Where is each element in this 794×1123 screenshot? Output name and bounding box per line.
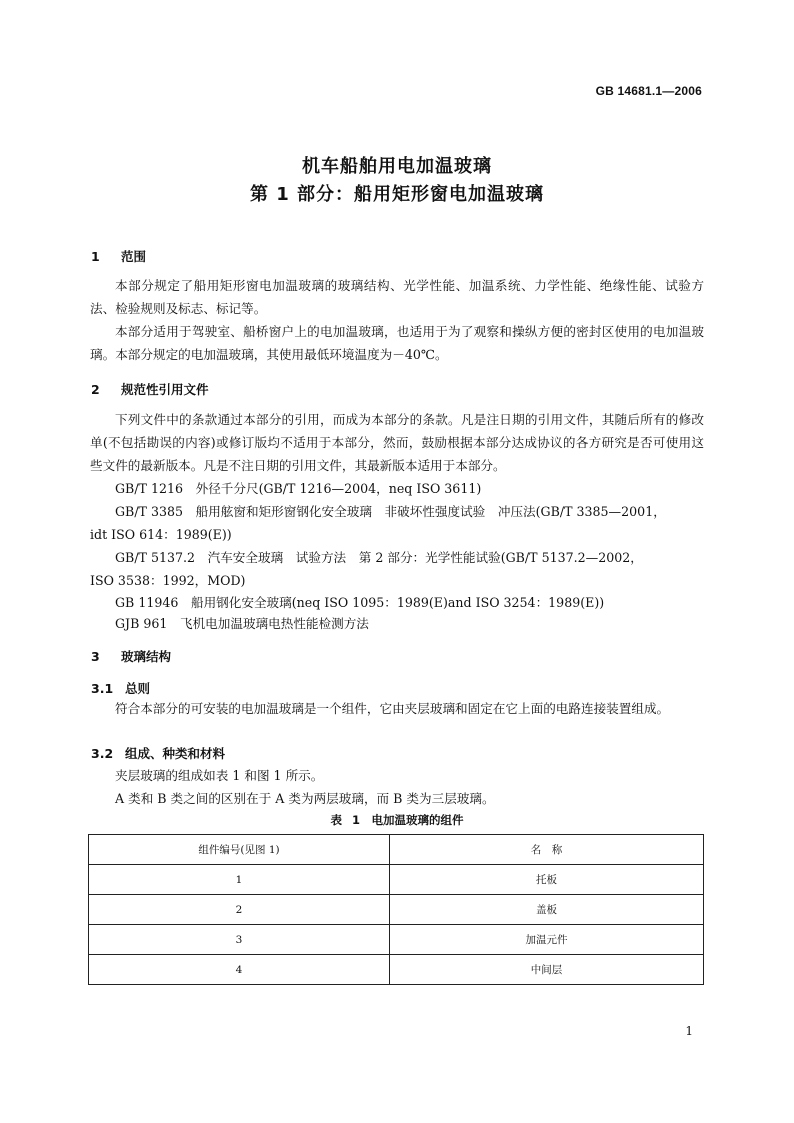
reference-item: GB/T 5137.2 汽车安全玻璃 试验方法 第 2 部分：光学性能试验(GB/T 5137.2—2002， bbox=[115, 550, 643, 565]
reference-item: GB/T 1216 外径千分尺(GB/T 1216—2004，neq ISO 3611) bbox=[115, 481, 482, 496]
section-3-1-paragraph: 符合本部分的可安装的电加温玻璃是一个组件，它由夹层玻璃和固定在它上面的电路连接装置组成。 bbox=[115, 701, 670, 716]
component-number-cell: 4 bbox=[89, 955, 390, 985]
component-name-cell: 中间层 bbox=[390, 955, 704, 985]
section-3-1-heading bbox=[91, 679, 150, 697]
reference-item: GB 11946 船用钢化安全玻璃(neq ISO 1095：1989(E)and ISO 3254：1989(E)) bbox=[115, 595, 605, 610]
table-caption: 表 1 电加温玻璃的组件 bbox=[330, 813, 464, 827]
document-subtitle: 第 1 部分：船用矩形窗电加温玻璃 bbox=[249, 184, 545, 205]
section-number: 1 bbox=[91, 249, 100, 264]
reference-item-continuation: idt ISO 614：1989(E)) bbox=[90, 527, 232, 542]
standard-code: GB 14681.1—2006 bbox=[595, 84, 702, 98]
table-header-row bbox=[89, 835, 704, 865]
section-title: 组成、种类和材料 bbox=[125, 746, 226, 761]
section-3-2-heading bbox=[91, 744, 225, 762]
components-table bbox=[88, 834, 704, 985]
component-number-cell: 2 bbox=[89, 895, 390, 925]
section-2-heading bbox=[91, 380, 209, 398]
section-1-paragraph-1: 本部分规定了船用矩形窗电加温玻璃的玻璃结构、光学性能、加温系统、力学性能、绝缘性能、试验方法、检验规则及标志、标记等。 bbox=[90, 278, 704, 316]
section-title: 范围 bbox=[121, 249, 147, 264]
reference-item-continuation: ISO 3538：1992，MOD) bbox=[90, 573, 246, 588]
page-number: 1 bbox=[685, 1024, 693, 1038]
section-1-heading bbox=[91, 247, 146, 265]
component-number-cell: 1 bbox=[89, 865, 390, 895]
section-3-heading bbox=[91, 647, 171, 665]
component-number-cell: 3 bbox=[89, 925, 390, 955]
section-number: 3.2 bbox=[91, 746, 114, 761]
section-title: 总则 bbox=[125, 681, 151, 696]
section-number: 3 bbox=[91, 649, 100, 664]
table-row bbox=[89, 895, 704, 925]
component-name-cell: 托板 bbox=[390, 865, 704, 895]
section-3-2-paragraph-1: 夹层玻璃的组成如表 1 和图 1 所示。 bbox=[115, 768, 324, 783]
column-header-name: 名 称 bbox=[390, 835, 704, 865]
table-row bbox=[89, 865, 704, 895]
section-title: 玻璃结构 bbox=[121, 649, 172, 664]
section-number: 3.1 bbox=[91, 681, 114, 696]
table-row bbox=[89, 955, 704, 985]
document-title: 机车船舶用电加温玻璃 bbox=[302, 156, 492, 177]
table-row bbox=[89, 925, 704, 955]
section-number: 2 bbox=[91, 382, 100, 397]
section-title: 规范性引用文件 bbox=[121, 382, 209, 397]
section-2-paragraph: 下列文件中的条款通过本部分的引用，而成为本部分的条款。凡是注日期的引用文件，其随后所有的修改单(不包括勘误的内容)或修订版均不适用于本部分，然而，鼓励根据本部分达成协议的各方研究是否可使用这些文件的最新版本。凡是不注日期的引用文件，其最新版本适用于本部分。 bbox=[90, 412, 704, 473]
section-1-paragraph-2: 本部分适用于驾驶室、船桥窗户上的电加温玻璃，也适用于为了观察和操纵方便的密封区使用的电加温玻璃。本部分规定的电加温玻璃，其使用最低环境温度为－40℃。 bbox=[90, 324, 704, 362]
column-header-component-number: 组件编号(见图 1) bbox=[89, 835, 390, 865]
reference-item: GB/T 3385 船用舷窗和矩形窗钢化安全玻璃 非破坏性强度试验 冲压法(GB/T 3385—2001， bbox=[115, 504, 666, 519]
component-name-cell: 加温元件 bbox=[390, 925, 704, 955]
component-name-cell: 盖板 bbox=[390, 895, 704, 925]
section-3-2-paragraph-2: A 类和 B 类之间的区别在于 A 类为两层玻璃，而 B 类为三层玻璃。 bbox=[115, 791, 495, 806]
reference-item: GJB 961 飞机电加温玻璃电热性能检测方法 bbox=[115, 616, 369, 631]
